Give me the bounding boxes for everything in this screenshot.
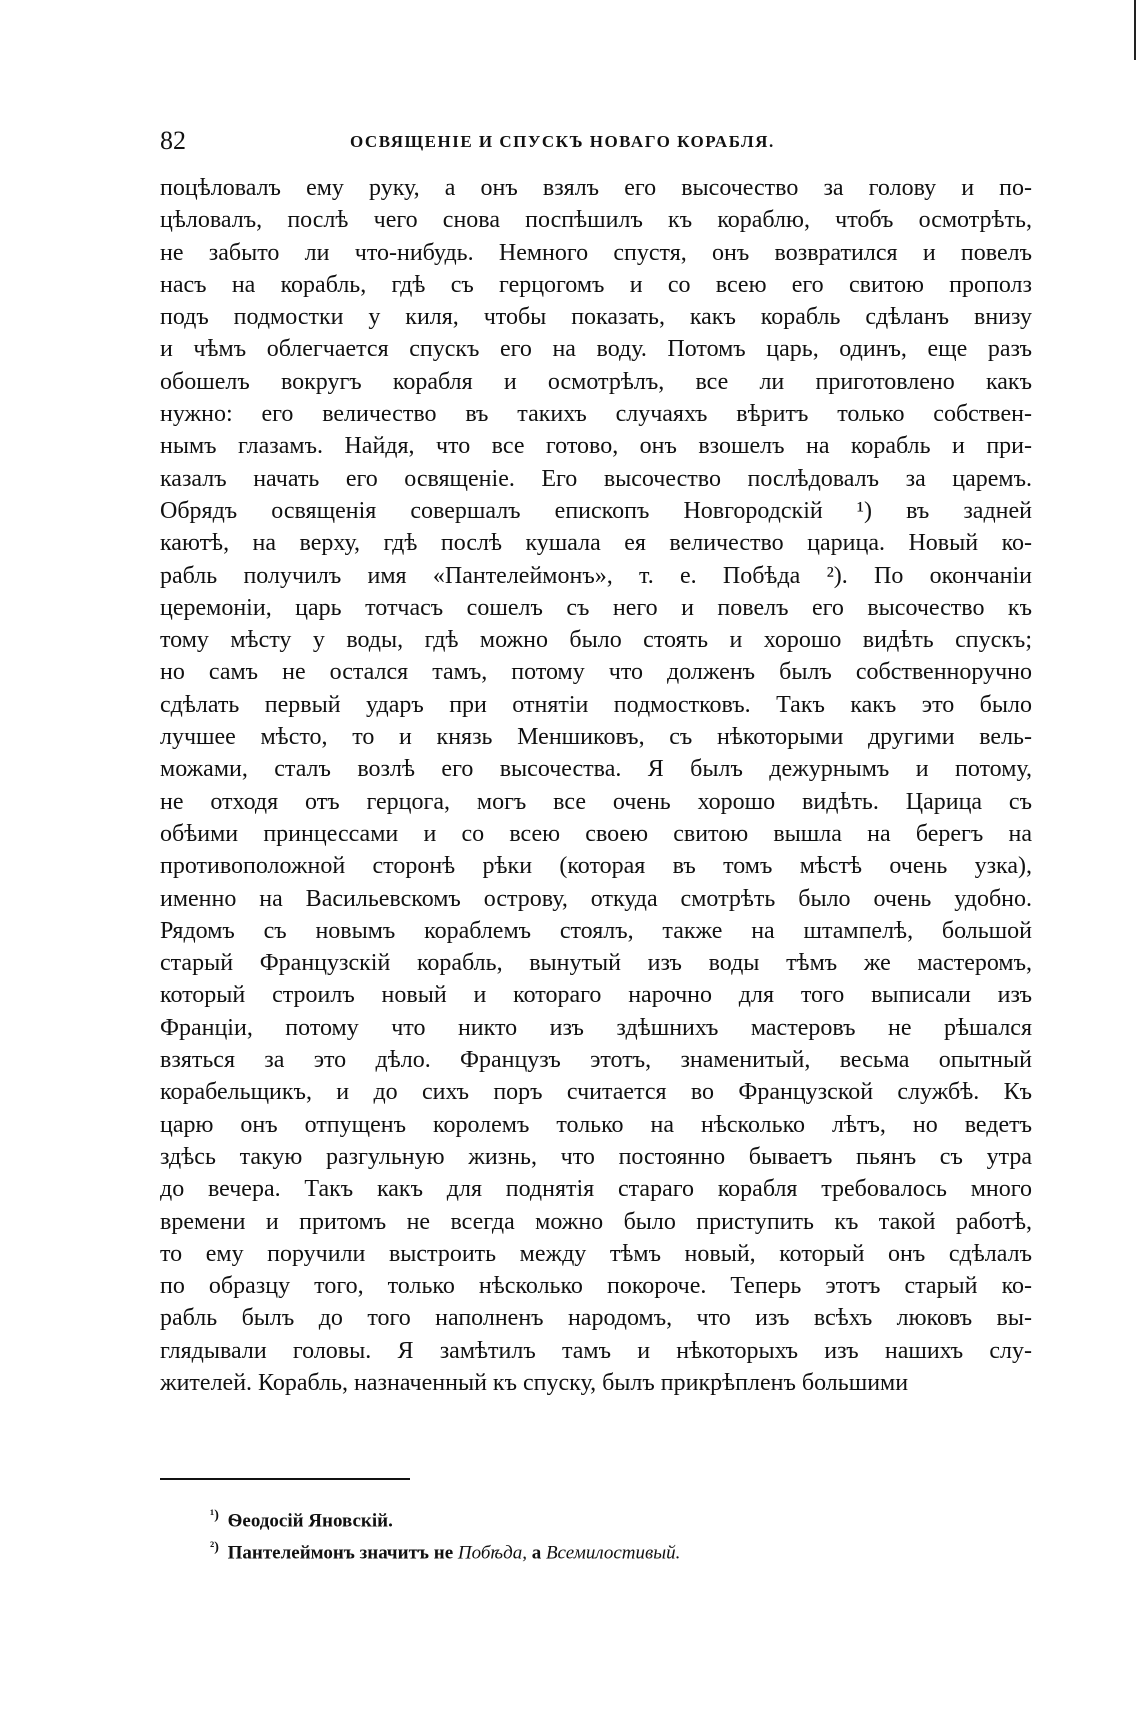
text-line: тому мѣсту у воды, гдѣ можно было стоять и хорошо видѣть спускъ; [160,627,1032,654]
body-text [160,172,1032,1399]
footnote-rule [160,1478,410,1480]
text-line: по образцу того, только нѣсколько покороче. Теперь этотъ старый ко- [160,1273,1032,1300]
text-line: насъ на корабль, гдѣ съ герцогомъ и со всею его свитою прополз [160,271,1032,298]
text-line: нымъ глазамъ. Найдя, что все готово, онъ взошелъ на корабль и при- [160,433,1032,460]
footnote-text: а [531,1542,542,1564]
text-line: и чѣмъ облегчается спускъ его на воду. Потомъ царь, одинъ, еще разъ [160,336,1032,363]
footnote-mark: ¹) [210,1508,219,1523]
footnote-italic-word: Побѣда, [457,1542,527,1564]
text-line: царю онъ отпущенъ королемъ только на нѣсколько лѣтъ, но ведетъ [160,1111,1032,1138]
text-line: каютѣ, на верху, гдѣ послѣ кушала ея величество царица. Новый ко- [160,530,1032,557]
footnote-1 [210,1500,1010,1532]
text-line: здѣсь такую разгульную жизнь, что постоянно бываетъ пьянъ съ утра [160,1143,1032,1170]
text-line: Рядомъ съ новымъ кораблемъ стоялъ, также на штампелѣ, большой [160,917,1032,944]
text-line: нужно: его величество въ такихъ случаяхъ вѣритъ только собствен- [160,401,1032,428]
text-line: Франціи, потому что никто изъ здѣшнихъ мастеровъ не рѣшался [160,1014,1032,1041]
text-line: обошелъ вокругъ корабля и осмотрѣлъ, все ли приготовлено какъ [160,368,1032,395]
text-line: взяться за это дѣло. Французъ этотъ, знаменитый, весьма опытный [160,1047,1032,1074]
footnote-text: Пантелеймонъ значитъ не [227,1542,454,1564]
page-number: 82 [160,126,186,155]
text-line: жителей. Корабль, назначенный къ спуску, былъ прикрѣпленъ большими [160,1369,909,1396]
text-line: корабельщикъ, и до сихъ поръ считается во Французской службѣ. Къ [160,1079,1032,1106]
scan-edge-mark [1134,0,1136,60]
text-line: можами, сталъ возлѣ его высочества. Я былъ дежурнымъ и потому, [160,756,1032,783]
text-line: до вечера. Такъ какъ для поднятія стараго корабля требовалось много [160,1176,1032,1203]
text-line: то ему поручили выстроить между тѣмъ новый, который онъ сдѣлалъ [160,1240,1032,1267]
text-line: времени и притомъ не всегда можно было приступить къ такой работѣ, [160,1208,1032,1235]
text-line: не отходя отъ герцога, могъ все очень хорошо видѣть. Царица съ [160,788,1032,815]
text-line: обѣими принцессами и со всею своею свитою вышла на берегъ на [160,820,1032,847]
footnote-italic-word: Всемилостивый. [545,1542,681,1564]
text-line: цѣловалъ, послѣ чего снова поспѣшилъ къ кораблю, чтобъ осмотрѣть, [160,207,1032,234]
text-line: подъ подмостки у киля, чтобы показать, какъ корабль сдѣланъ внизу [160,304,1032,331]
footnote-mark: ²) [210,1540,219,1555]
text-line: противоположной сторонѣ рѣки (которая въ томъ мѣстѣ очень узка), [160,853,1032,880]
text-line: рабль былъ до того наполненъ народомъ, что изъ всѣхъ люковъ вы- [160,1305,1032,1332]
text-line: старый Французскій корабль, вынутый изъ воды тѣмъ же мастеромъ, [160,950,1032,977]
text-line: лучшее мѣсто, то и князь Меншиковъ, съ нѣкоторыми другими вель- [160,724,1032,751]
footnote-2 [210,1532,1010,1564]
text-line: Обрядъ освященія совершалъ епископъ Новгородскій ¹) въ задней [160,497,1032,524]
footnotes [210,1500,1010,1564]
text-line: но самъ не остался тамъ, потому что долженъ былъ собственноручно [160,659,1032,686]
text-line: именно на Васильевскомъ острову, откуда смотрѣть было очень удобно. [160,885,1032,912]
text-line: глядывали головы. Я замѣтилъ тамъ и нѣкоторыхъ изъ нашихъ слу- [160,1337,1032,1364]
text-line: поцѣловалъ ему руку, а онъ взялъ его высочество за голову и по- [160,175,1032,201]
text-line: сдѣлать первый ударъ при отнятіи подмостковъ. Такъ какъ это было [160,691,1032,718]
text-line: рабль получилъ имя «Пантелеймонъ», т. е. Побѣда ²). По окончаніи [160,562,1032,589]
footnote-text: Ѳеодосій Яновскій. [227,1510,393,1532]
running-title: ОСВЯЩЕНIЕ И СПУСКЪ НОВАГО КОРАБЛЯ. [350,132,775,151]
text-line: не забыто ли что-нибудь. Немного спустя, онъ возвратился и повелъ [160,239,1032,266]
running-head [160,126,1032,158]
text-line: церемоніи, царь тотчасъ сошелъ съ него и повелъ его высочество къ [160,594,1032,621]
text-line: казалъ начать его освященіе. Его высочество послѣдовалъ за царемъ. [160,465,1032,492]
text-line: который строилъ новый и котораго нарочно для того выписали изъ [160,982,1032,1009]
